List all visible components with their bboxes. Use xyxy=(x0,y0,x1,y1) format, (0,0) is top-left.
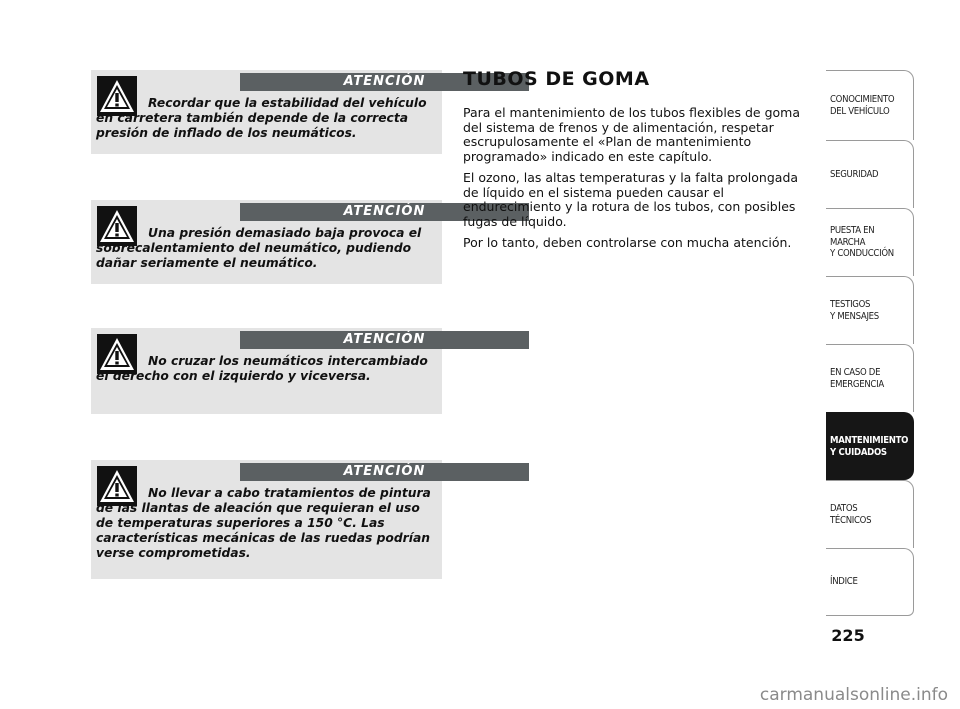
warning-text-line1: No cruzar los neumáticos intercambiado xyxy=(148,354,428,368)
warning-heading: ATENCIÓN xyxy=(240,203,529,221)
warning-text xyxy=(96,96,440,141)
warning-box-4 xyxy=(91,460,442,579)
warning-heading: ATENCIÓN xyxy=(240,73,529,91)
warning-heading: ATENCIÓN xyxy=(240,463,529,481)
warning-text-line1: Recordar que la estabilidad del vehículo xyxy=(148,96,427,110)
section-title: TUBOS DE GOMA xyxy=(463,68,650,90)
warning-box-3 xyxy=(91,328,442,414)
warning-text-rest: el derecho con el izquierdo y viceversa. xyxy=(96,369,371,383)
warning-text-line1: No llevar a cabo tratamientos de xyxy=(148,486,376,500)
section-body xyxy=(463,106,808,256)
warning-text-rest: sobrecalentamiento del neumático, pudiendo dañar seriamente el neumático. xyxy=(96,241,412,270)
paragraph: Para el mantenimiento de los tubos flexibles de goma del sistema de frenos y de alimentación, respetar escrupulosamente el «Plan de mantenimiento programado» indicado en este capítulo. xyxy=(463,105,800,165)
page-number: 225 xyxy=(831,626,865,645)
paragraph: El ozono, las altas temperaturas y la falta prolongada de líquido en el sistema pueden causar el endurecimiento y la rotura de los tubos, con posibles fugas de líquido. xyxy=(463,169,799,229)
warning-text-line1: Una presión demasiado baja provoca el xyxy=(148,226,422,240)
warning-text xyxy=(96,226,440,271)
tab-puesta-en-marcha[interactable]: PUESTA EN MARCHA Y CONDUCCIÓN xyxy=(826,208,914,276)
warning-heading: ATENCIÓN xyxy=(240,331,529,349)
warning-text-rest: pintura de las llantas de aleación que requieran el uso de temperaturas superiores a 150 °C. Las características mecánicas de las ruedas podrían verse comprometidas. xyxy=(96,486,431,560)
warning-text xyxy=(96,486,440,561)
tab-indice[interactable]: ÍNDICE xyxy=(826,548,914,616)
watermark: carmanualsonline.info xyxy=(759,685,948,705)
warning-text-rest: en carretera también depende de la correcta presión de inflado de los neumáticos. xyxy=(96,111,409,140)
warning-box-1 xyxy=(91,70,442,154)
warning-box-2 xyxy=(91,200,442,284)
warning-text xyxy=(96,354,440,384)
tab-datos-tecnicos[interactable]: DATOS TÉCNICOS xyxy=(826,480,914,548)
tab-emergencia[interactable]: EN CASO DE EMERGENCIA xyxy=(826,344,914,412)
tab-conocimiento[interactable]: CONOCIMIENTO DEL VEHÍCULO xyxy=(826,70,914,140)
tab-seguridad[interactable]: SEGURIDAD xyxy=(826,140,914,208)
tab-testigos[interactable]: TESTIGOS Y MENSAJES xyxy=(826,276,914,344)
paragraph: Por lo tanto, deben controlarse con mucha atención. xyxy=(463,234,792,250)
tab-mantenimiento[interactable]: MANTENIMIENTO Y CUIDADOS xyxy=(826,412,914,480)
